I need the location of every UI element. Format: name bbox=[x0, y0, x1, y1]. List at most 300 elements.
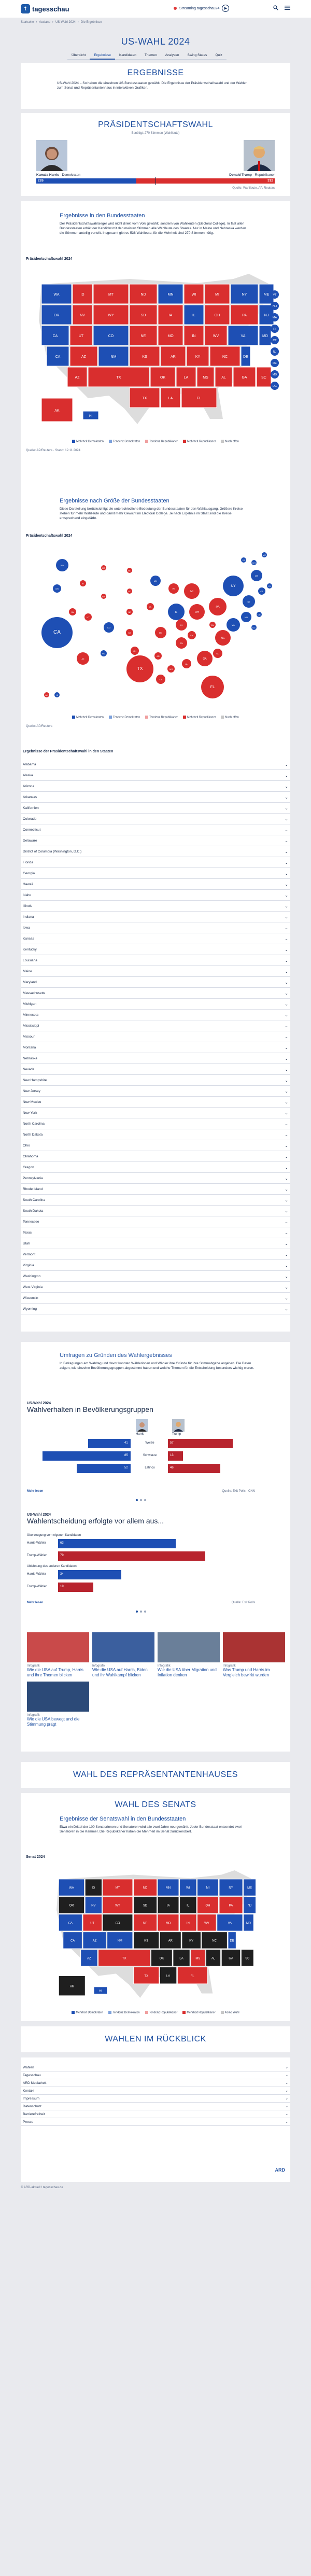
state-row[interactable] bbox=[21, 966, 290, 977]
group-label: Weiße bbox=[145, 1441, 154, 1445]
harris-value: 85 bbox=[124, 1454, 128, 1457]
footer-link-label: Presse bbox=[23, 2120, 34, 2124]
map2-legend bbox=[21, 716, 290, 719]
chevron-down-icon: ⌄ bbox=[285, 979, 288, 985]
state-code: RI bbox=[268, 585, 271, 587]
state-name: Hawaii bbox=[23, 882, 33, 886]
bar-row bbox=[27, 1539, 255, 1549]
teaser-card[interactable] bbox=[92, 1632, 154, 1700]
state-code: MI bbox=[215, 293, 219, 297]
chevron-down-icon: ⌄ bbox=[285, 2097, 288, 2101]
footer-link[interactable] bbox=[21, 2103, 290, 2110]
state-code: ID bbox=[80, 293, 84, 297]
state-code: MD bbox=[244, 616, 248, 619]
state-row[interactable] bbox=[21, 1304, 290, 1314]
legend-label: Noch offen bbox=[225, 440, 239, 443]
state-code: MN bbox=[153, 580, 158, 582]
breadcrumb-item: › bbox=[52, 21, 54, 24]
harris-bar bbox=[77, 1464, 131, 1473]
state-row[interactable] bbox=[21, 1282, 290, 1293]
state-name: Oklahoma bbox=[23, 1154, 38, 1158]
state-row[interactable] bbox=[21, 890, 290, 901]
state-name: Kansas bbox=[23, 936, 34, 941]
bar-row bbox=[27, 1551, 255, 1562]
state-code: NJ bbox=[273, 351, 277, 354]
state-row[interactable] bbox=[21, 1064, 290, 1075]
legend-swatch bbox=[145, 440, 148, 443]
site-header bbox=[0, 0, 311, 18]
state-row[interactable] bbox=[21, 781, 290, 792]
state-code: NJ bbox=[247, 1904, 252, 1908]
footer-link-label: Tagesschau bbox=[23, 2073, 41, 2077]
voter-value: 19 bbox=[60, 1585, 64, 1588]
state-name: New Mexico bbox=[23, 1100, 41, 1104]
state-row[interactable] bbox=[21, 824, 290, 835]
state-code: AK bbox=[45, 694, 48, 696]
chevron-down-icon: ⌄ bbox=[285, 1263, 288, 1268]
senate-section bbox=[21, 1793, 290, 2021]
state-row[interactable] bbox=[21, 1118, 290, 1129]
state-name: Rhode Island bbox=[23, 1187, 43, 1191]
state-row[interactable] bbox=[21, 1097, 290, 1108]
state-code: IA bbox=[149, 606, 151, 608]
chevron-down-icon: ⌄ bbox=[285, 2105, 288, 2108]
state-row[interactable] bbox=[21, 1020, 290, 1031]
state-code: OR bbox=[53, 314, 60, 317]
state-code: CA bbox=[52, 334, 58, 338]
state-code: IL bbox=[175, 611, 178, 614]
state-row[interactable] bbox=[21, 1010, 290, 1020]
footer-link[interactable] bbox=[21, 2079, 290, 2087]
state-name: Connecticut bbox=[23, 828, 41, 832]
chevron-down-icon: ⌄ bbox=[285, 2089, 288, 2093]
state-row[interactable] bbox=[21, 857, 290, 868]
state-name: Nevada bbox=[23, 1067, 35, 1071]
legend-label: Mehrheit Demokraten bbox=[76, 716, 104, 719]
footer-link[interactable] bbox=[21, 2118, 290, 2126]
state-code: RI bbox=[273, 328, 276, 331]
state-row[interactable] bbox=[21, 770, 290, 781]
state-code: IL bbox=[192, 314, 195, 317]
state-row[interactable] bbox=[21, 922, 290, 933]
senate-legend bbox=[21, 2011, 290, 2014]
widget1-more[interactable]: Mehr lesen bbox=[27, 1490, 44, 1493]
harris-value: 41 bbox=[124, 1441, 128, 1445]
state-code: NM bbox=[102, 652, 106, 655]
state-code: OK bbox=[133, 650, 136, 652]
state-row[interactable] bbox=[21, 1216, 290, 1227]
state-code: SD bbox=[128, 590, 131, 593]
state-code: LA bbox=[168, 397, 173, 400]
chevron-down-icon: ⌄ bbox=[285, 881, 288, 887]
widget1-right: Trump bbox=[172, 1433, 181, 1436]
state-row[interactable] bbox=[21, 1031, 290, 1042]
widget2-headline: Wahlentscheidung erfolgte vor allem aus... bbox=[27, 1517, 164, 1525]
state-row[interactable] bbox=[21, 944, 290, 955]
tab-1[interactable]: Ergebnisse bbox=[90, 52, 115, 60]
state-row[interactable] bbox=[21, 955, 290, 966]
legend-label: Tendenz Republikaner bbox=[149, 2011, 178, 2014]
footer-links bbox=[21, 2064, 290, 2126]
chevron-down-icon: ⌄ bbox=[285, 1208, 288, 1213]
chevron-down-icon: ⌄ bbox=[285, 1088, 288, 1094]
state-row[interactable] bbox=[21, 1238, 290, 1249]
teaser-image bbox=[27, 1632, 89, 1662]
state-code: OH bbox=[205, 1904, 210, 1908]
state-code: ND bbox=[143, 1886, 148, 1890]
chevron-down-icon: ⌄ bbox=[285, 794, 288, 800]
menu-icon[interactable] bbox=[285, 5, 290, 10]
state-code: WI bbox=[186, 1886, 190, 1890]
legend-label: Mehrheit Republikaner bbox=[187, 2011, 216, 2014]
breadcrumb-item: › bbox=[77, 21, 79, 24]
footer-link[interactable] bbox=[21, 2095, 290, 2103]
chevron-down-icon: ⌄ bbox=[285, 849, 288, 854]
survey-widget-groups bbox=[27, 1402, 255, 1505]
state-row[interactable] bbox=[21, 1086, 290, 1097]
state-name: Illinois bbox=[23, 904, 33, 908]
teaser-title: Wie die USA bewegt und die Stimmung prägt bbox=[27, 1717, 80, 1727]
state-row[interactable] bbox=[21, 1140, 290, 1151]
state-code: AK bbox=[54, 409, 60, 413]
state-row[interactable] bbox=[21, 933, 290, 944]
state-code: NM bbox=[110, 355, 117, 359]
state-code: AZ bbox=[81, 657, 84, 660]
us-state-map[interactable] bbox=[26, 263, 285, 435]
state-name: Georgia bbox=[23, 871, 35, 875]
teaser-image bbox=[92, 1632, 154, 1662]
legend-item bbox=[182, 2011, 215, 2014]
chevron-down-icon: ⌄ bbox=[285, 1306, 288, 1311]
tab-0[interactable]: Übersicht bbox=[67, 52, 90, 60]
state-code: CT bbox=[273, 339, 277, 342]
legend-label: Tendenz Demokraten bbox=[113, 716, 140, 719]
state-code: KY bbox=[195, 355, 201, 359]
legend-label: Mehrheit Demokraten bbox=[76, 2011, 104, 2014]
state-code: HI bbox=[89, 415, 92, 418]
review-section bbox=[21, 2026, 290, 2052]
legend-item bbox=[72, 716, 104, 719]
state-row[interactable] bbox=[21, 1293, 290, 1304]
state-row[interactable] bbox=[21, 835, 290, 846]
state-code: DE bbox=[230, 1939, 234, 1943]
state-code: TX bbox=[137, 666, 143, 671]
results-text: US-Wahl 2024 – So haben die einzelnen US-Bundesstaaten gewählt. Die Ergebnisse der Präsidentschaftswahl und der Wahlen zum Senat und Repräsentantenhaus in interaktiven Grafiken. bbox=[57, 81, 248, 90]
voter-bar bbox=[58, 1551, 205, 1561]
chevron-down-icon: ⌄ bbox=[285, 1110, 288, 1115]
state-code: MN bbox=[167, 293, 174, 297]
state-code: GA bbox=[229, 1957, 233, 1961]
teaser-title: Wie die USA über Migration und Inflation denken bbox=[158, 1668, 217, 1677]
widget2-pager[interactable] bbox=[27, 1611, 255, 1613]
state-code: SD bbox=[140, 314, 146, 317]
state-row[interactable] bbox=[21, 1162, 290, 1173]
state-code: AZ bbox=[87, 1957, 91, 1961]
state-code: OH bbox=[214, 314, 220, 317]
footer-link[interactable] bbox=[21, 2087, 290, 2095]
state-code: ND bbox=[128, 569, 131, 572]
state-name: Texas bbox=[23, 1230, 32, 1235]
trump-avatar bbox=[244, 140, 275, 171]
tab-2[interactable]: Kandidaten bbox=[115, 52, 140, 60]
president-heading: PRÄSIDENTSCHAFTSWAHL bbox=[98, 120, 213, 129]
state-code: IA bbox=[168, 314, 173, 317]
chevron-down-icon: ⌄ bbox=[285, 990, 288, 996]
logo[interactable] bbox=[21, 4, 69, 13]
state-code: UT bbox=[87, 616, 90, 619]
state-row[interactable] bbox=[21, 1271, 290, 1282]
state-name: Indiana bbox=[23, 915, 34, 919]
tab-bar bbox=[67, 52, 227, 60]
state-code: KS bbox=[142, 355, 147, 359]
state-name: Kentucky bbox=[23, 947, 37, 951]
state-code: NH bbox=[252, 562, 256, 564]
state-code: UT bbox=[78, 334, 84, 338]
state-code: MA bbox=[272, 316, 277, 319]
map2-text: Diese Darstellung berücksichtigt die unterschiedliche Bedeutung der Bundesstaaten für den Wahlausgang. Größere Kreise stehen für mehr Wahlleute und damit mehr Gewicht im Electoral College. Je nach Ergebnis im Staat sind die Kreise entsprechend eingefärbt. bbox=[60, 507, 243, 520]
president-section bbox=[21, 113, 290, 196]
state-row[interactable] bbox=[21, 1075, 290, 1086]
chevron-down-icon: ⌄ bbox=[285, 1284, 288, 1290]
map1-source: Quelle: AP/Reuters · Stand: 12.11.2024 bbox=[26, 449, 80, 452]
chevron-down-icon: ⌄ bbox=[285, 1295, 288, 1300]
state-code: OK bbox=[159, 1957, 164, 1961]
senate-map[interactable] bbox=[26, 1861, 285, 2007]
state-code: AZ bbox=[92, 1939, 97, 1943]
widget1-source: Quelle: Exit Polls · CNN bbox=[222, 1490, 255, 1493]
state-code: NC bbox=[222, 355, 228, 359]
state-name: South Dakota bbox=[23, 1209, 44, 1213]
chevron-down-icon: ⌄ bbox=[285, 903, 288, 908]
trump-thumb bbox=[172, 1419, 185, 1432]
harris-value: 52 bbox=[124, 1466, 128, 1469]
widget2-group1: Überzeugung vom eigenen Kandidaten bbox=[27, 1534, 81, 1537]
state-row[interactable] bbox=[21, 1042, 290, 1053]
state-row[interactable] bbox=[21, 1184, 290, 1195]
state-row[interactable] bbox=[21, 1129, 290, 1140]
chevron-down-icon: ⌄ bbox=[285, 914, 288, 919]
state-row[interactable] bbox=[21, 1195, 290, 1206]
footer-link[interactable] bbox=[21, 2110, 290, 2118]
chevron-down-icon: ⌄ bbox=[285, 2120, 288, 2124]
chevron-down-icon: ⌄ bbox=[285, 860, 288, 865]
state-code: NV bbox=[80, 314, 85, 317]
chevron-down-icon: ⌄ bbox=[285, 1154, 288, 1159]
trump-votes: 312 bbox=[267, 179, 273, 183]
play-icon[interactable]: ▶ bbox=[222, 5, 229, 12]
footer-link[interactable] bbox=[21, 2064, 290, 2071]
legend-swatch bbox=[108, 2011, 111, 2014]
chevron-down-icon: ⌄ bbox=[285, 1165, 288, 1170]
state-name: Vermont bbox=[23, 1252, 36, 1256]
review-heading[interactable]: WAHLEN IM RÜCKBLICK bbox=[105, 2035, 206, 2043]
state-code: SD bbox=[143, 1904, 148, 1908]
house-heading[interactable]: WAHL DES REPRÄSENTANTENHAUSES bbox=[73, 1770, 238, 1779]
state-row[interactable] bbox=[21, 868, 290, 879]
state-row[interactable] bbox=[21, 814, 290, 824]
state-code: OR bbox=[69, 1904, 74, 1908]
footer-link[interactable] bbox=[21, 2071, 290, 2079]
widget1-headline: Wahlverhalten in Bevölkerungsgruppen bbox=[27, 1405, 153, 1413]
state-row[interactable] bbox=[21, 1260, 290, 1271]
legend-label: Mehrheit Republikaner bbox=[187, 716, 216, 719]
map1-title: Ergebnisse in den Bundesstaaten bbox=[60, 213, 145, 219]
state-code: MA bbox=[255, 575, 258, 577]
state-row[interactable] bbox=[21, 1151, 290, 1162]
state-code: WV bbox=[210, 624, 215, 626]
legend-item bbox=[72, 440, 104, 443]
state-row[interactable] bbox=[21, 988, 290, 999]
state-name: Maine bbox=[23, 969, 32, 973]
legend-label: Mehrheit Republikaner bbox=[187, 440, 216, 443]
state-name: West Virginia bbox=[23, 1285, 43, 1289]
chevron-down-icon: ⌄ bbox=[285, 1099, 288, 1104]
legend-item bbox=[221, 440, 239, 443]
state-row[interactable] bbox=[21, 792, 290, 803]
chevron-down-icon: ⌄ bbox=[285, 936, 288, 941]
legend-item bbox=[183, 440, 216, 443]
teaser-card[interactable] bbox=[158, 1632, 220, 1700]
legend-swatch bbox=[72, 716, 75, 719]
search-icon[interactable] bbox=[273, 5, 278, 10]
teaser-kicker: Infografik bbox=[158, 1664, 171, 1668]
state-name: Ohio bbox=[23, 1143, 30, 1147]
state-row[interactable] bbox=[21, 977, 290, 988]
state-code: MS bbox=[169, 668, 173, 670]
widget1-pager[interactable] bbox=[27, 1499, 255, 1501]
state-name: Maryland bbox=[23, 980, 37, 984]
state-row[interactable] bbox=[21, 1227, 290, 1238]
state-row[interactable] bbox=[21, 912, 290, 922]
teaser-card[interactable] bbox=[223, 1632, 285, 1700]
stream-link[interactable] bbox=[174, 5, 229, 12]
teaser-card[interactable] bbox=[27, 1682, 89, 1749]
state-name: Alabama bbox=[23, 762, 36, 766]
state-row[interactable] bbox=[21, 999, 290, 1010]
state-code: WY bbox=[115, 1904, 120, 1908]
breadcrumb-item[interactable]: US-Wahl 2024 bbox=[55, 21, 76, 24]
state-code: NY bbox=[231, 584, 236, 588]
us-bubble-map[interactable] bbox=[26, 539, 285, 710]
legend-swatch bbox=[221, 440, 224, 443]
group-label: Schwarze bbox=[143, 1454, 157, 1457]
state-name: Mississippi bbox=[23, 1024, 39, 1028]
trump-label: Donald Trump · Republikaner bbox=[229, 173, 275, 177]
breadcrumb-item[interactable]: Ausland bbox=[39, 21, 51, 24]
live-dot-icon bbox=[174, 7, 177, 10]
state-code: WI bbox=[191, 293, 196, 297]
breadcrumb-item[interactable]: Startseite bbox=[21, 21, 34, 24]
tab-5[interactable]: Swing States bbox=[183, 52, 211, 60]
state-code: DE bbox=[243, 355, 248, 359]
chevron-down-icon: ⌄ bbox=[285, 1175, 288, 1181]
state-row[interactable] bbox=[21, 803, 290, 814]
legend-swatch bbox=[72, 440, 75, 443]
state-code: LA bbox=[159, 678, 162, 681]
state-name: Iowa bbox=[23, 926, 30, 930]
state-row[interactable] bbox=[21, 1053, 290, 1064]
states-section bbox=[21, 746, 290, 1332]
state-row[interactable] bbox=[21, 1173, 290, 1184]
state-code: WY bbox=[108, 314, 114, 317]
map1-text: Der Präsidentschaftswahlsieger wird nicht direkt vom Volk gewählt, sondern von Wahlleuten (Electoral College). In fast allen Bundesstaaten erhält der Kandidat mit den meisten Stimmen alle Wahlleute des Staates. Nur in Maine und Nebraska werden die Stimmen anteilig verteilt. Insgesamt gibt es 538 Wahlleute, für die Mehrheit sind 270 Stimmen nötig. bbox=[60, 222, 246, 235]
state-name: Michigan bbox=[23, 1002, 37, 1006]
house-section bbox=[21, 1762, 290, 1788]
state-name: South Carolina bbox=[23, 1198, 45, 1202]
chevron-down-icon: ⌄ bbox=[285, 1067, 288, 1072]
state-name: Nebraska bbox=[23, 1056, 37, 1060]
state-row[interactable] bbox=[21, 1206, 290, 1216]
tab-4[interactable]: Analysen bbox=[161, 52, 183, 60]
chevron-down-icon: ⌄ bbox=[285, 1121, 288, 1126]
chevron-down-icon: ⌄ bbox=[285, 1197, 288, 1202]
chevron-down-icon: ⌄ bbox=[285, 1045, 288, 1050]
electoral-bar bbox=[36, 178, 275, 184]
chevron-down-icon: ⌄ bbox=[285, 1056, 288, 1061]
state-code: FL bbox=[196, 397, 202, 400]
state-code: NV bbox=[71, 611, 74, 613]
state-row[interactable] bbox=[21, 879, 290, 890]
voter-label: Trump-Wähler bbox=[27, 1585, 47, 1588]
state-code: GA bbox=[203, 657, 207, 661]
trump-value: 13 bbox=[170, 1454, 174, 1457]
states-title: Ergebnisse der Präsidentschaftswahl in den Staaten bbox=[23, 750, 114, 753]
chevron-down-icon: ⌄ bbox=[285, 1219, 288, 1224]
state-row[interactable] bbox=[21, 1249, 290, 1260]
state-code: WA bbox=[69, 1886, 74, 1890]
teaser-image bbox=[27, 1682, 89, 1712]
legend-swatch bbox=[221, 716, 224, 719]
electoral-bar-dem bbox=[36, 178, 136, 184]
state-row[interactable] bbox=[21, 759, 290, 770]
state-name: North Dakota bbox=[23, 1132, 43, 1137]
state-code: VT bbox=[242, 559, 245, 562]
survey-widget-reasons bbox=[27, 1513, 255, 1617]
state-code: WI bbox=[172, 587, 175, 590]
state-row[interactable] bbox=[21, 846, 290, 857]
state-code: CO bbox=[107, 626, 110, 629]
state-row[interactable] bbox=[21, 1108, 290, 1118]
teaser-title: Was Trump und Harris im Vergleich bewirkt wurden bbox=[223, 1668, 270, 1677]
bar-row bbox=[27, 1464, 255, 1474]
state-code: VA bbox=[228, 1922, 232, 1925]
copyright: © ARD-aktuell / tagesschau.de bbox=[21, 2186, 63, 2189]
state-code: MD bbox=[272, 373, 277, 376]
tab-3[interactable]: Themen bbox=[140, 52, 161, 60]
state-code: LA bbox=[183, 376, 189, 380]
state-code: MT bbox=[108, 293, 114, 297]
state-name: Arizona bbox=[23, 784, 35, 788]
state-code: NE bbox=[140, 334, 146, 338]
state-code: SC bbox=[261, 376, 266, 380]
state-code: SC bbox=[216, 652, 219, 655]
bar-row bbox=[27, 1439, 255, 1449]
teaser-kicker: Infografik bbox=[27, 1664, 40, 1668]
tab-6[interactable]: Quiz bbox=[211, 52, 226, 60]
chevron-down-icon: ⌄ bbox=[285, 1077, 288, 1083]
breadcrumb-item[interactable]: Die Ergebnisse bbox=[80, 21, 102, 24]
state-code: MI bbox=[190, 590, 193, 593]
widget2-more[interactable]: Mehr lesen bbox=[27, 1601, 44, 1604]
chevron-down-icon: ⌄ bbox=[285, 2074, 288, 2077]
state-code: IN bbox=[186, 1922, 190, 1925]
footer-link-label: Datenschutz bbox=[23, 2104, 42, 2108]
state-code: CA bbox=[53, 629, 61, 635]
state-code: CA bbox=[55, 355, 61, 359]
chevron-down-icon: ⌄ bbox=[285, 827, 288, 832]
state-row[interactable] bbox=[21, 901, 290, 912]
chevron-down-icon: ⌄ bbox=[285, 838, 288, 843]
